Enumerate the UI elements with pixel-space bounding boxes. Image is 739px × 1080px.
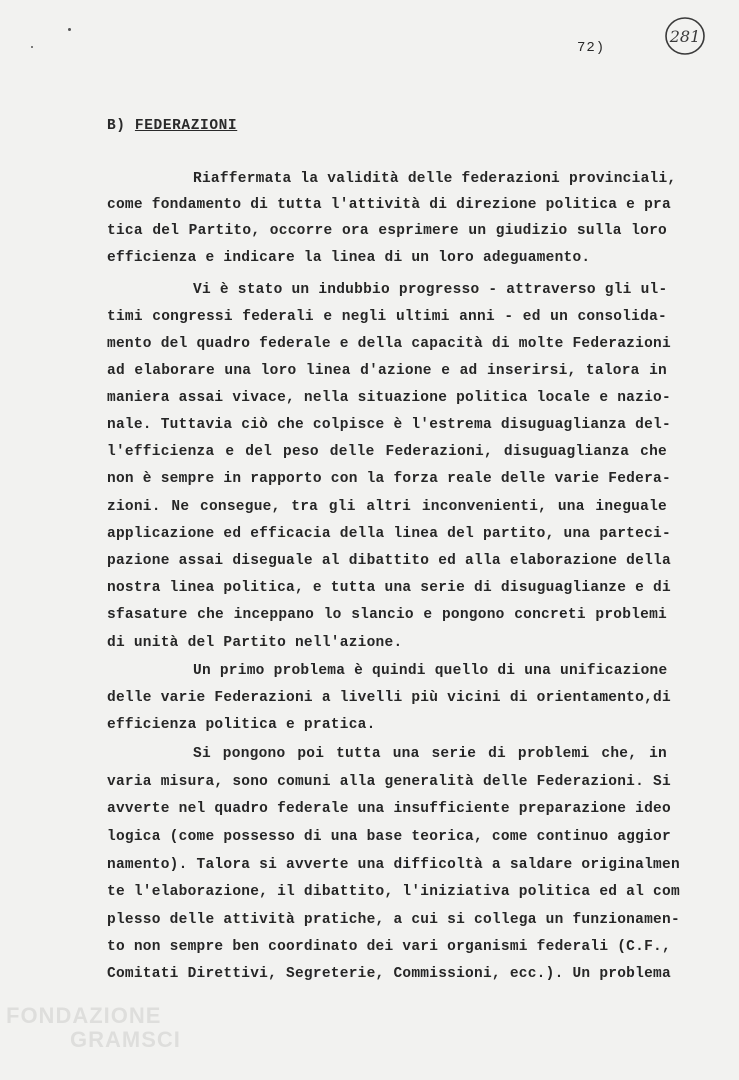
text-line: di unità del Partito nell'azione. (107, 635, 403, 651)
text-line: maniera assai vivace, nella situazione politica locale e nazio- (107, 390, 671, 406)
text-line: nostra linea politica, e tutta una serie di disuguaglianze e di (107, 580, 671, 596)
text-line: mento del quadro federale e della capacità di molte Federazioni (107, 336, 671, 352)
text-line: applicazione ed efficacia della linea del partito, una parteci- (107, 526, 671, 542)
archive-stamp (663, 14, 707, 58)
text-line: pazione assai diseguale al dibattito ed alla elaborazione della (107, 553, 671, 569)
text-line: Comitati Direttivi, Segreterie, Commissioni, ecc.). Un problema (107, 966, 671, 982)
text-line: efficienza politica e pratica. (107, 717, 376, 733)
text-line: te l'elaborazione, il dibattito, l'iniziativa politica ed al com (107, 884, 680, 900)
text-line: l'efficienza e del peso delle Federazioni, disuguaglianza che (107, 444, 667, 460)
text-line: zioni. Ne consegue, tra gli altri inconvenienti, una ineguale (107, 499, 667, 515)
section-title: FEDERAZIONI (134, 118, 238, 134)
watermark-line: GRAMSCI (70, 1027, 181, 1052)
archive-stamp-number: 281 (669, 27, 701, 46)
watermark-logo (0, 1003, 220, 1080)
section-letter: B) (107, 118, 126, 134)
paper-speck (68, 28, 71, 31)
text-line: to non sempre ben coordinato dei vari organismi federali (C.F., (107, 939, 671, 955)
page-number: 72) (577, 40, 606, 56)
text-line: Vi è stato un indubbio progresso - attraverso gli ul- (193, 282, 668, 298)
text-line: come fondamento di tutta l'attività di direzione politica e pra (107, 197, 671, 213)
text-line: ad elaborare una loro linea d'azione e ad inserirsi, talora in (107, 363, 667, 379)
text-line: non è sempre in rapporto con la forza reale delle varie Federa- (107, 471, 671, 487)
section-heading (107, 118, 237, 134)
text-line: Riaffermata la validità delle federazioni provinciali, (193, 171, 677, 187)
text-line: plesso delle attività pratiche, a cui si collega un funzionamen- (107, 912, 680, 928)
text-line: avverte nel quadro federale una insufficiente preparazione ideo (107, 801, 671, 817)
text-line: efficienza e indicare la linea di un loro adeguamento. (107, 250, 591, 266)
text-line: delle varie Federazioni a livelli più vicini di orientamento,di (107, 690, 671, 706)
text-line: varia misura, sono comuni alla generalità delle Federazioni. Si (107, 774, 671, 790)
text-line: tica del Partito, occorre ora esprimere un giudizio sulla loro (107, 223, 667, 239)
text-line: namento). Talora si avverte una difficoltà a saldare originalmen (107, 857, 680, 873)
text-line: sfasature che inceppano lo slancio e pongono concreti problemi (107, 607, 667, 623)
text-line: Si pongono poi tutta una serie di problemi che, in (193, 746, 667, 762)
text-line: timi congressi federali e negli ultimi anni - ed un consolida- (107, 309, 667, 325)
watermark-line: FONDAZIONE (6, 1003, 162, 1028)
text-line: Un primo problema è quindi quello di una unificazione (193, 663, 668, 679)
paper-speck (31, 46, 33, 48)
text-line: nale. Tuttavia ciò che colpisce è l'estrema disuguaglianza del- (107, 417, 671, 433)
text-line: logica (come possesso di una base teorica, come continuo aggior (107, 829, 671, 845)
